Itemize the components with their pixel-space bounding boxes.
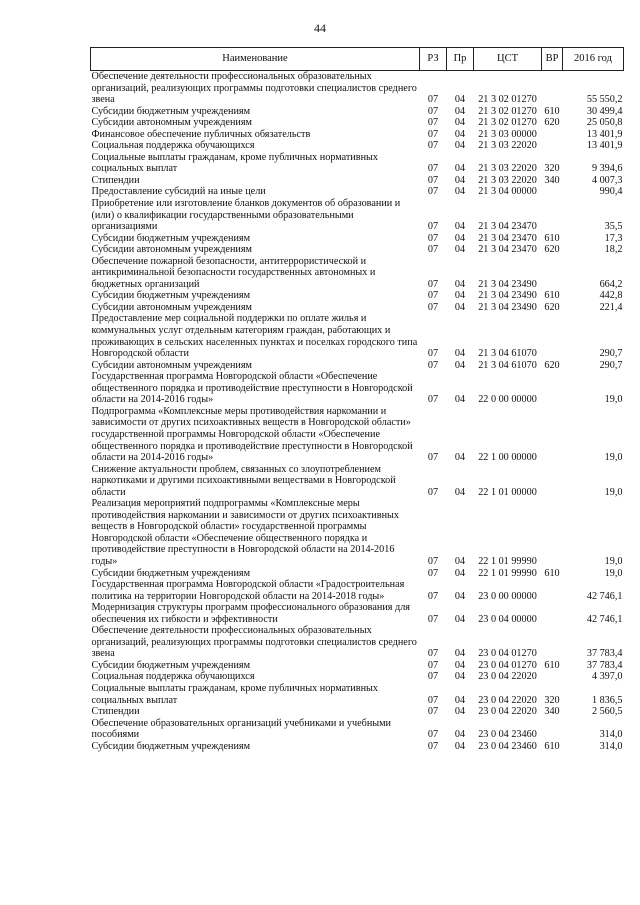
- table-row: [91, 175, 624, 187]
- name-cell: Субсидии автономным учреждениям: [91, 244, 252, 256]
- table-row: [91, 106, 624, 118]
- name-cell: Финансовое обеспечение публичных обязательств: [91, 128, 311, 140]
- table-body: [91, 71, 624, 753]
- amount-cell: 55 550,2: [586, 94, 623, 106]
- name-cell: Социальные выплаты гражданам, кроме публичных нормативных социальных выплат: [91, 682, 378, 706]
- vr-cell: [542, 498, 563, 567]
- pr-cell: 04: [454, 613, 466, 625]
- amount-cell: 30 499,4: [586, 105, 623, 117]
- name-cell: Субсидии автономным учреждениям: [91, 117, 252, 129]
- table-row: [91, 140, 624, 152]
- vr-cell: [542, 579, 563, 602]
- cst-cell: 21 3 04 23470: [478, 244, 537, 256]
- budget-table: [90, 47, 624, 752]
- amount-cell: 25 050,8: [586, 117, 623, 129]
- table-row: [91, 360, 624, 372]
- header-pr: Пр: [447, 48, 474, 71]
- amount-cell: 17,3: [604, 232, 623, 244]
- name-cell: Обеспечение пожарной безопасности, антитеррористической и антикриминальной безопасности государственных автономных и бюджетных организаций: [91, 255, 376, 290]
- cst-cell: 21 3 04 00000: [478, 186, 537, 198]
- table-row: [91, 568, 624, 580]
- header-vr: ВР: [542, 48, 563, 71]
- pr-cell: 04: [454, 290, 466, 302]
- name-cell: Субсидии бюджетным учреждениям: [91, 105, 251, 117]
- cst-cell: 23 0 04 22020: [478, 694, 537, 706]
- pr-cell: 04: [454, 740, 466, 752]
- pr-cell: 04: [454, 671, 466, 683]
- cst-cell: 21 3 03 22020: [478, 174, 537, 186]
- name-cell: Реализация мероприятий подпрограммы «Комплексные меры противодействия наркомании и зависимости от других психоактивных веществ в Новгородской области» государственной программы Новгородской области «Обеспечение общественного порядка и противодействие преступности в Новгородской области на 2014-2016 годы»: [91, 498, 399, 567]
- page-number: 44: [314, 21, 326, 35]
- table-row: [91, 233, 624, 245]
- amount-cell: 37 783,4: [586, 659, 623, 671]
- name-cell: Стипендии: [91, 174, 140, 186]
- amount-cell: 42 746,1: [586, 613, 623, 625]
- rz-cell: 07: [427, 278, 439, 290]
- cst-cell: 23 0 04 22020: [478, 706, 537, 718]
- cst-cell: 23 0 00 00000: [478, 590, 537, 602]
- cst-cell: 21 3 02 01270: [478, 94, 537, 106]
- cst-cell: 23 0 04 22020: [478, 671, 537, 683]
- vr-cell: 610: [544, 105, 560, 117]
- amount-cell: 13 401,9: [586, 128, 623, 140]
- rz-cell: 07: [427, 555, 439, 567]
- vr-cell: 610: [544, 567, 560, 579]
- cst-cell: 21 3 04 23490: [478, 301, 537, 313]
- rz-cell: 07: [427, 694, 439, 706]
- rz-cell: 07: [427, 452, 439, 464]
- table-row: [91, 683, 624, 706]
- rz-cell: 07: [427, 671, 439, 683]
- vr-cell: [542, 71, 563, 106]
- table-row: [91, 256, 624, 291]
- amount-cell: 19,0: [604, 486, 623, 498]
- header-rz: РЗ: [420, 48, 447, 71]
- amount-cell: 314,0: [599, 740, 623, 752]
- table-row: [91, 579, 624, 602]
- name-cell: Социальная поддержка обучающихся: [91, 671, 255, 683]
- cst-cell: 23 0 04 01270: [478, 648, 537, 660]
- cst-cell: 21 3 04 23470: [478, 221, 537, 233]
- amount-cell: 4 397,0: [591, 671, 623, 683]
- vr-cell: 620: [544, 244, 560, 256]
- cst-cell: 21 3 04 23490: [478, 278, 537, 290]
- vr-cell: [542, 140, 563, 152]
- pr-cell: 04: [454, 394, 466, 406]
- header-cst: ЦСТ: [474, 48, 542, 71]
- header-name: Наименование: [91, 48, 420, 71]
- pr-cell: 04: [454, 706, 466, 718]
- vr-cell: 320: [544, 694, 560, 706]
- name-cell: Модернизация структуры программ профессионального образования для обеспечения их гибкости и эффективности: [91, 602, 410, 625]
- table-row: [91, 741, 624, 753]
- rz-cell: 07: [427, 590, 439, 602]
- name-cell: Субсидии бюджетным учреждениям: [91, 232, 251, 244]
- name-cell: Социальные выплаты гражданам, кроме публичных нормативных социальных выплат: [91, 151, 378, 175]
- vr-cell: 620: [544, 117, 560, 129]
- table-row: [91, 706, 624, 718]
- rz-cell: 07: [427, 567, 439, 579]
- rz-cell: 07: [427, 394, 439, 406]
- table-row: [91, 117, 624, 129]
- amount-cell: 290,7: [599, 348, 623, 360]
- pr-cell: 04: [454, 348, 466, 360]
- table-row: [91, 152, 624, 175]
- name-cell: Государственная программа Новгородской области «Градостроительная политика на территории Новгородской области на 2014-2018 годы»: [91, 579, 405, 602]
- pr-cell: 04: [454, 486, 466, 498]
- table-row: [91, 660, 624, 672]
- name-cell: Подпрограмма «Комплексные меры противодействия наркомании и зависимости от других психоактивных веществ в Новгородской области» государственной программы Новгородской области «Обеспечение общественного порядка и противодействие преступности в Новгородской области на 2014-2016 годы»: [91, 405, 413, 464]
- cst-cell: 21 3 03 22020: [478, 163, 537, 175]
- cst-cell: 21 3 02 01270: [478, 117, 537, 129]
- pr-cell: 04: [454, 359, 466, 371]
- amount-cell: 221,4: [599, 301, 623, 313]
- rz-cell: 07: [427, 486, 439, 498]
- rz-cell: 07: [427, 359, 439, 371]
- name-cell: Субсидии бюджетным учреждениям: [91, 567, 251, 579]
- cst-cell: 21 3 04 61070: [478, 359, 537, 371]
- pr-cell: 04: [454, 174, 466, 186]
- amount-cell: 4 007,3: [591, 174, 623, 186]
- vr-cell: [542, 256, 563, 291]
- rz-cell: 07: [427, 301, 439, 313]
- rz-cell: 07: [427, 221, 439, 233]
- vr-cell: [542, 313, 563, 359]
- vr-cell: [542, 406, 563, 464]
- rz-cell: 07: [427, 244, 439, 256]
- amount-cell: 990,4: [599, 186, 623, 198]
- pr-cell: 04: [454, 128, 466, 140]
- table-row: [91, 371, 624, 406]
- pr-cell: 04: [454, 301, 466, 313]
- vr-cell: 610: [544, 740, 560, 752]
- name-cell: Субсидии автономным учреждениям: [91, 301, 252, 313]
- table-row: [91, 71, 624, 106]
- name-cell: Предоставление мер социальной поддержки по оплате жилья и коммунальных услуг отдельным категориям граждан, работающих и проживающих в сельских населенных пунктах и поселках городского типа Новгородской области: [91, 313, 418, 360]
- name-cell: Приобретение или изготовление бланков документов об образовании и (или) о квалификации государственными образовательными организациями: [91, 198, 401, 233]
- rz-cell: 07: [427, 174, 439, 186]
- pr-cell: 04: [454, 648, 466, 660]
- vr-cell: 610: [544, 232, 560, 244]
- amount-cell: 19,0: [604, 567, 623, 579]
- table-row: [91, 129, 624, 141]
- amount-cell: 13 401,9: [586, 140, 623, 152]
- vr-cell: 320: [544, 163, 560, 175]
- rz-cell: 07: [427, 163, 439, 175]
- cst-cell: 21 3 04 61070: [478, 348, 537, 360]
- pr-cell: 04: [454, 555, 466, 567]
- pr-cell: 04: [454, 244, 466, 256]
- vr-cell: [542, 371, 563, 406]
- rz-cell: 07: [427, 232, 439, 244]
- amount-cell: 35,5: [604, 221, 623, 233]
- pr-cell: 04: [454, 694, 466, 706]
- vr-cell: 340: [544, 174, 560, 186]
- vr-cell: 620: [544, 301, 560, 313]
- rz-cell: 07: [427, 706, 439, 718]
- table-row: [91, 406, 624, 464]
- amount-cell: 314,0: [599, 729, 623, 741]
- pr-cell: 04: [454, 117, 466, 129]
- rz-cell: 07: [427, 290, 439, 302]
- pr-cell: 04: [454, 567, 466, 579]
- header-year-2016: 2016 год: [563, 48, 624, 71]
- amount-cell: 19,0: [604, 452, 623, 464]
- name-cell: Субсидии бюджетным учреждениям: [91, 659, 251, 671]
- pr-cell: 04: [454, 140, 466, 152]
- pr-cell: 04: [454, 232, 466, 244]
- pr-cell: 04: [454, 452, 466, 464]
- cst-cell: 23 0 04 23460: [478, 740, 537, 752]
- amount-cell: 18,2: [604, 244, 623, 256]
- amount-cell: 42 746,1: [586, 590, 623, 602]
- amount-cell: 2 560,5: [591, 706, 623, 718]
- table-row: [91, 290, 624, 302]
- amount-cell: 19,0: [604, 555, 623, 567]
- amount-cell: 9 394,6: [591, 163, 623, 175]
- pr-cell: 04: [454, 278, 466, 290]
- vr-cell: [542, 198, 563, 233]
- amount-cell: 290,7: [599, 359, 623, 371]
- cst-cell: 22 0 00 00000: [478, 394, 537, 406]
- pr-cell: 04: [454, 94, 466, 106]
- pr-cell: 04: [454, 729, 466, 741]
- cst-cell: 22 1 01 99990: [478, 567, 537, 579]
- table-row: [91, 671, 624, 683]
- vr-cell: [542, 602, 563, 625]
- rz-cell: 07: [427, 613, 439, 625]
- name-cell: Субсидии автономным учреждениям: [91, 359, 252, 371]
- amount-cell: 442,8: [599, 290, 623, 302]
- table-row: [91, 186, 624, 198]
- name-cell: Социальная поддержка обучающихся: [91, 140, 255, 152]
- name-cell: Субсидии бюджетным учреждениям: [91, 740, 251, 752]
- vr-cell: 610: [544, 290, 560, 302]
- cst-cell: 21 3 02 01270: [478, 105, 537, 117]
- cst-cell: 21 3 03 00000: [478, 128, 537, 140]
- cst-cell: 22 1 00 00000: [478, 452, 537, 464]
- vr-cell: 620: [544, 359, 560, 371]
- cst-cell: 23 0 04 01270: [478, 659, 537, 671]
- rz-cell: 07: [427, 94, 439, 106]
- table-row: [91, 602, 624, 625]
- table-row: [91, 718, 624, 741]
- pr-cell: 04: [454, 221, 466, 233]
- name-cell: Стипендии: [91, 706, 140, 718]
- name-cell: Субсидии бюджетным учреждениям: [91, 290, 251, 302]
- table-row: [91, 244, 624, 256]
- amount-cell: 664,2: [599, 278, 623, 290]
- cst-cell: 22 1 01 00000: [478, 486, 537, 498]
- rz-cell: 07: [427, 186, 439, 198]
- rz-cell: 07: [427, 659, 439, 671]
- rz-cell: 07: [427, 128, 439, 140]
- vr-cell: [542, 464, 563, 499]
- rz-cell: 07: [427, 140, 439, 152]
- table-row: [91, 464, 624, 499]
- cst-cell: 23 0 04 00000: [478, 613, 537, 625]
- table-row: [91, 302, 624, 314]
- cst-cell: 22 1 01 99990: [478, 555, 537, 567]
- amount-cell: 37 783,4: [586, 648, 623, 660]
- rz-cell: 07: [427, 105, 439, 117]
- name-cell: Государственная программа Новгородской области «Обеспечение общественного порядка и противодействие преступности в Новгородской области на 2014-2016 годы»: [91, 371, 413, 406]
- vr-cell: 340: [544, 706, 560, 718]
- vr-cell: [542, 718, 563, 741]
- name-cell: Обеспечение деятельности профессиональных образовательных организаций, реализующих программы подготовки специалистов среднего звена: [91, 625, 417, 660]
- rz-cell: 07: [427, 740, 439, 752]
- pr-cell: 04: [454, 659, 466, 671]
- rz-cell: 07: [427, 729, 439, 741]
- cst-cell: 21 3 03 22020: [478, 140, 537, 152]
- vr-cell: [542, 186, 563, 198]
- vr-cell: [542, 625, 563, 660]
- table-row: [91, 198, 624, 233]
- vr-cell: [542, 129, 563, 141]
- cst-cell: 23 0 04 23460: [478, 729, 537, 741]
- rz-cell: 07: [427, 648, 439, 660]
- name-cell: Предоставление субсидий на иные цели: [91, 186, 266, 198]
- pr-cell: 04: [454, 590, 466, 602]
- pr-cell: 04: [454, 186, 466, 198]
- amount-cell: 19,0: [604, 394, 623, 406]
- amount-cell: 1 836,5: [591, 694, 623, 706]
- vr-cell: 610: [544, 659, 560, 671]
- vr-cell: [542, 671, 563, 683]
- name-cell: Обеспечение образовательных организаций учебниками и учебными пособиями: [91, 717, 392, 741]
- table-row: [91, 313, 624, 359]
- rz-cell: 07: [427, 117, 439, 129]
- table-row: [91, 625, 624, 660]
- cst-cell: 21 3 04 23490: [478, 290, 537, 302]
- table-header-row: [91, 48, 624, 71]
- name-cell: Обеспечение деятельности профессиональных образовательных организаций, реализующих программы подготовки специалистов среднего звена: [91, 71, 417, 106]
- name-cell: Снижение актуальности проблем, связанных со злоупотреблением наркотиками и другими психоактивными веществами в Новгородской области: [91, 463, 396, 498]
- table-row: [91, 498, 624, 567]
- rz-cell: 07: [427, 348, 439, 360]
- cst-cell: 21 3 04 23470: [478, 232, 537, 244]
- pr-cell: 04: [454, 163, 466, 175]
- pr-cell: 04: [454, 105, 466, 117]
